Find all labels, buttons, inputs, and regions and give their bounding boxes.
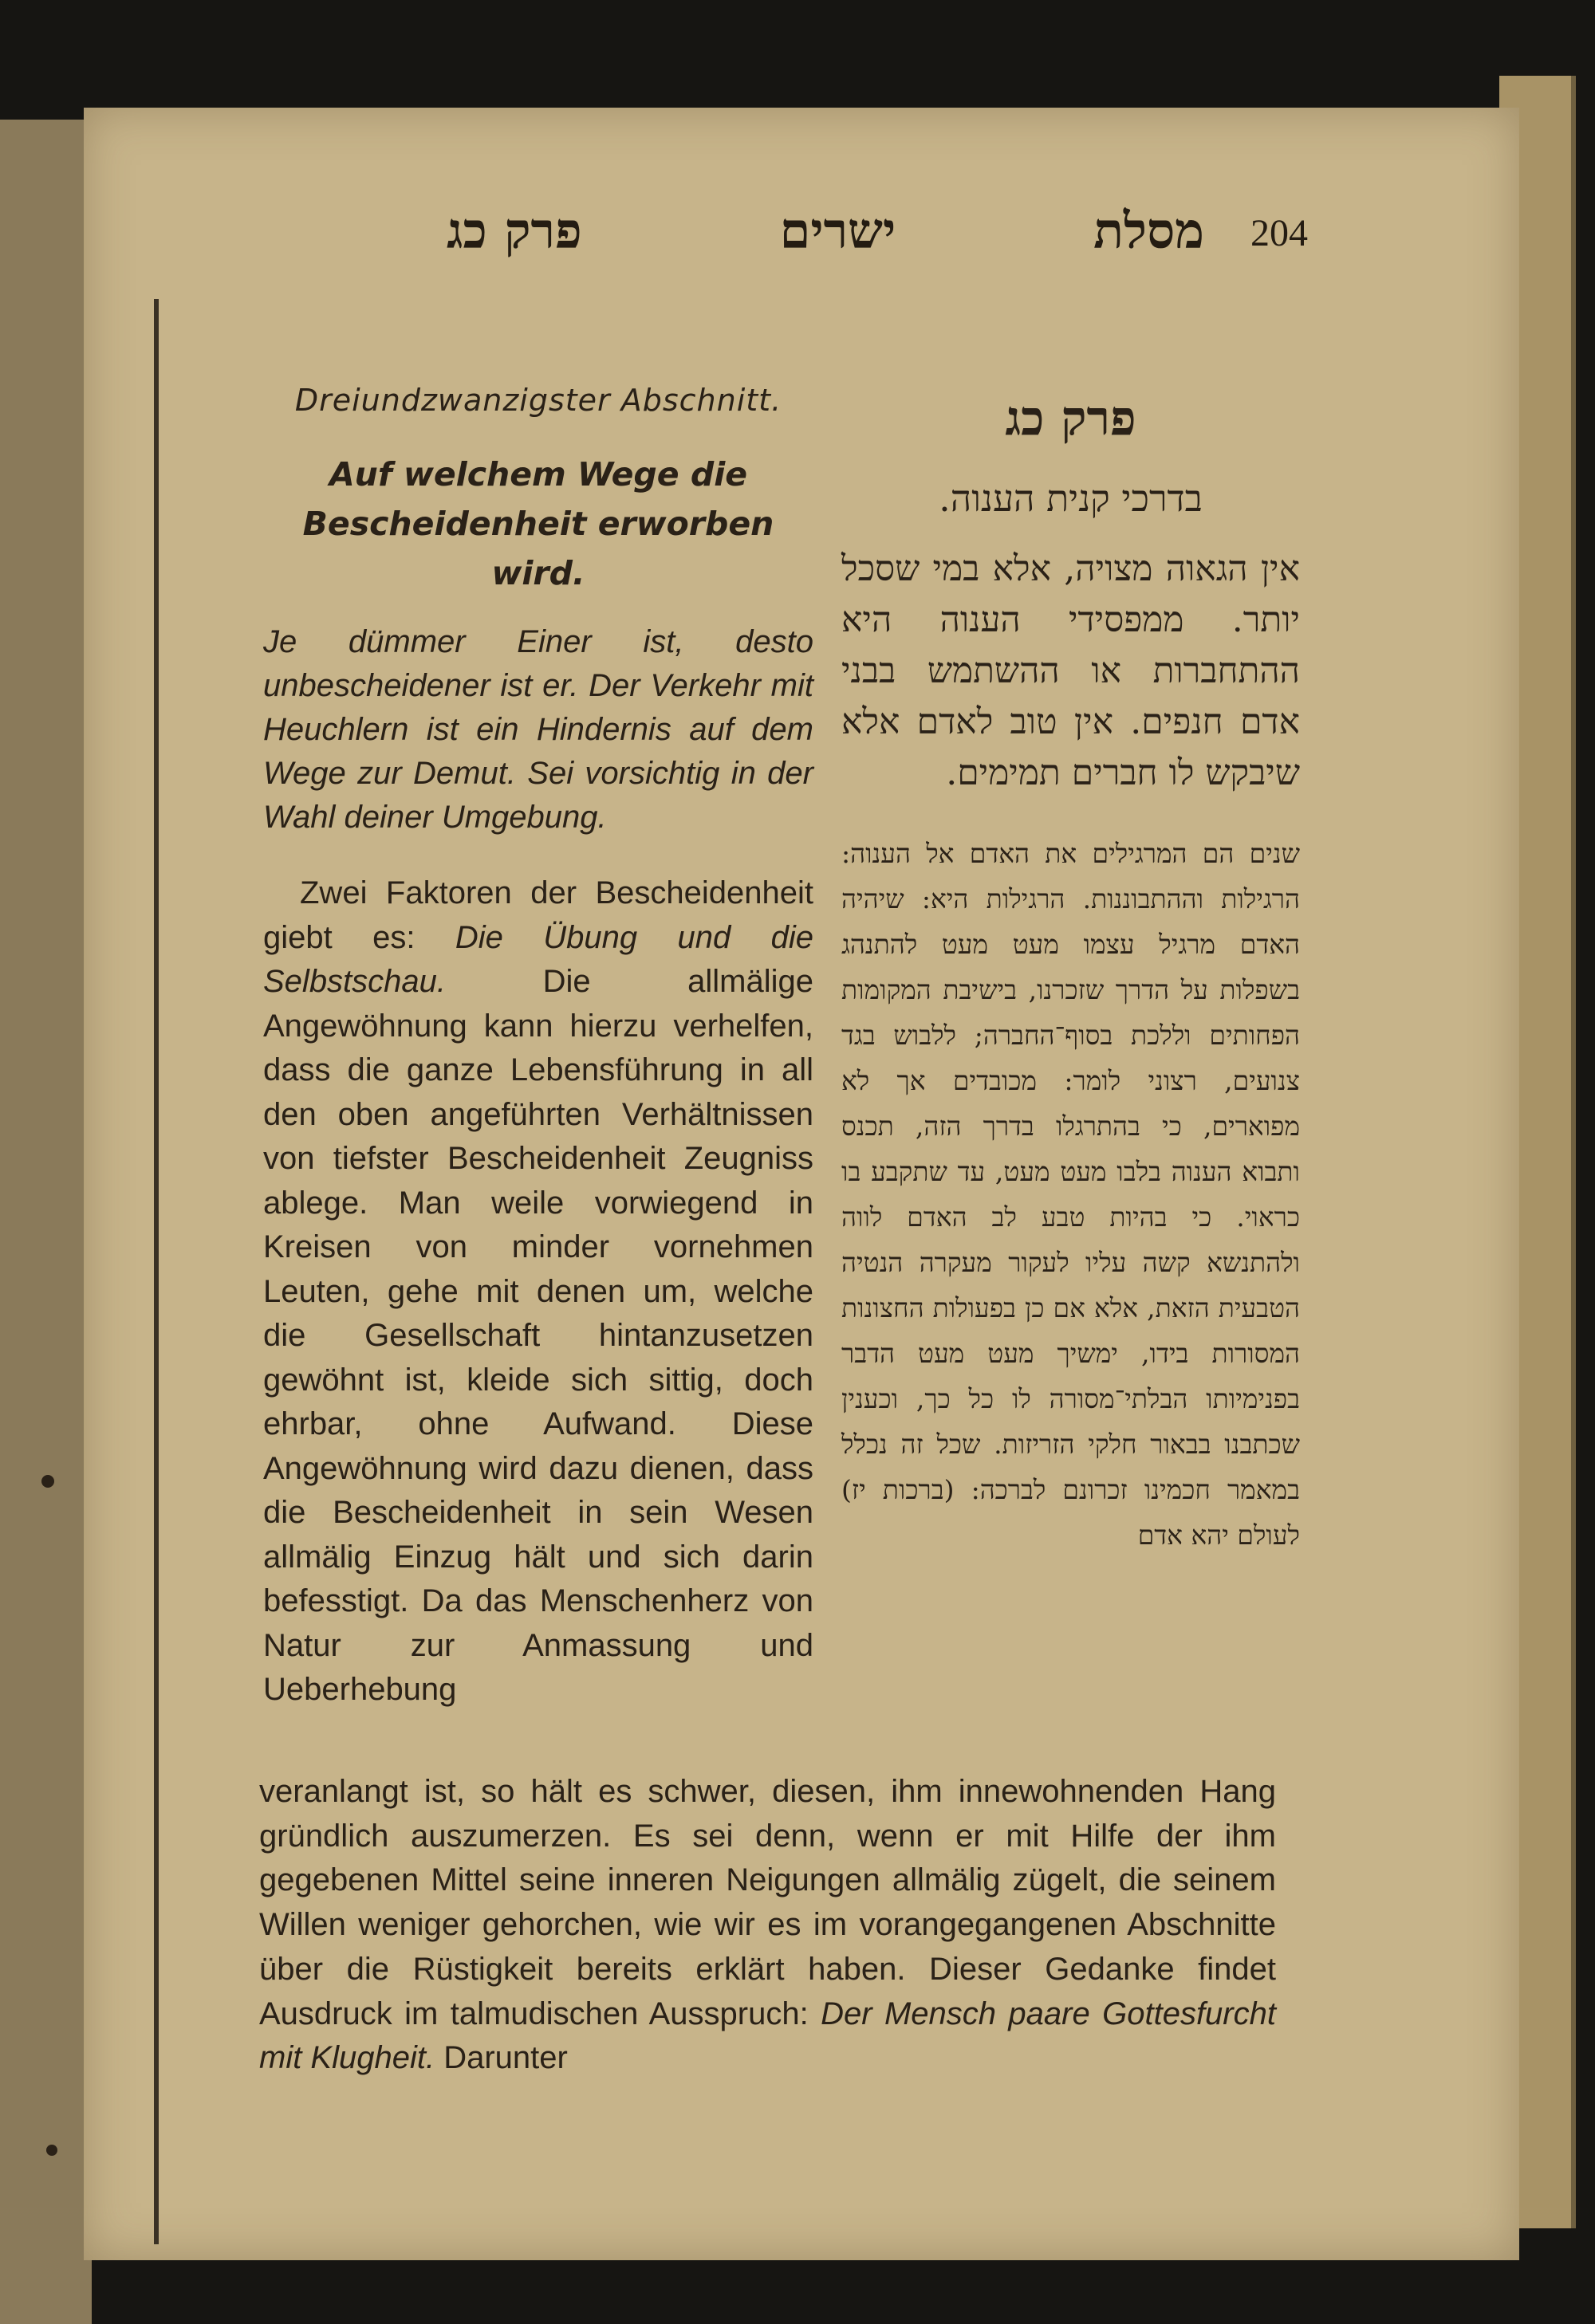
ink-spot: [41, 1475, 54, 1488]
german-subtitle: Auf welchem Wege die Bescheidenheit erworben wird.: [302, 455, 774, 592]
german-summary: Je dümmer Einer ist, desto unbescheidener ist er. Der Verkehr mit Heuchlern ist ein Hindernis auf dem Wege zur Demut. Sei vorsichtig in der Wahl deiner Umgebung.: [263, 624, 813, 835]
german-body: [263, 871, 813, 1713]
running-head-chapter: פרק כג: [447, 202, 582, 260]
continuation-text-1: veranlangt ist, so hält es schwer, diesen, ihm innewohnenden Hang gründlich auszumerzen. Es sei denn, wenn er mit Hilfe der ihm gegebenen Mittel seine inneren Neigungen allmälig zügelt, die seinem Willen weniger gehorchen, wie wir es im vorangegangenen Abschnitte über die Rüstigkeit bereits erklärt haben. Dieser Gedanke findet Ausdruck im talmudischen Ausspruch:: [259, 1774, 1276, 2031]
hebrew-chapter-title: פרק כג: [1005, 391, 1136, 446]
hebrew-heading: בדרכי קנית הענוה.: [939, 477, 1203, 520]
continuation-text-2: Darunter: [435, 2040, 568, 2076]
german-column: [263, 383, 813, 1713]
running-head: [447, 191, 1204, 271]
german-section-title: Dreiundzwanzigster Abschnitt.: [294, 383, 782, 418]
hebrew-commentary: שנים הם המרגילים את האדם אל הענוה: הרגילות וההתבוננות. הרגילות היא: שיהיה האדם מרגיל עצמו מעט מעט להתנהג בשפלות על הדרך שזכרנו, בישיבת המקומות הפחותים וללכת בסוף־החברה; ללבוש בגד צנועים, רצוני לומר: מכובדים אך לא מפוארים, כי בהתרגלו בדרך הזה, תכנס ותבוא הענוה בלבו מעט מעט, עד שתקבע בו כראוי. כי בהיות טבע לב האדם לווה ולהתנשא קשה עליו לעקור מעקרה הנטיה הטבעית הזאת, אלא אם כן בפעולות החצונות המסורות בידו, ימשיך מעט מעט הדבר בפנימיותו הבלתי־מסורה לו כל כך, וכענין שכתבנו בבאור חלקי הזריזות. שכל זה נכלל במאמר חכמינו זכרונם לברכה: (ברכות יז) לעולם יהא אדם: [841, 838, 1300, 1551]
ink-spot: [46, 2145, 57, 2156]
page-number: 204: [1250, 212, 1308, 254]
german-continuation: [259, 1770, 1276, 2081]
binding-thread: [154, 299, 159, 2244]
german-body-text-2: Die allmälige Angewöhnung kann hierzu verhelfen, dass die ganze Lebensführung in all den oben angeführten Verhältnissen von tiefster Bescheidenheit Zeugniss ablege. Man weile vorwiegend in Kreisen von minder vornehmen Leuten, gehe mit denen um, welche die Gesellschaft hintanzusetzen gewöhnt ist, kleide sich sittig, doch ehrbar, ohne Aufwand. Diese Angewöhnung wird dazu dienen, dass die Bescheidenheit in sein Wesen allmälig Einzug hält und sich darin befesstigt. Da das Menschenherz von Natur zur Anmassung und Ueberhebung: [263, 964, 813, 1707]
continuation-emphasis: Der Mensch paare Gottesfurcht mit Klugheit.: [259, 1996, 1276, 2076]
book-cover-edge: [0, 120, 92, 2324]
hebrew-main-text: אין הגאוה מצויה, אלא במי שסכל יותר. ממפסידי הענוה היא ההתחברות או ההשתמש בבני אדם חנפים. אין טוב לאדם אלא שיבקש לו חברים תמימים.: [841, 549, 1300, 793]
running-head-title-1: מסלת: [1093, 202, 1204, 260]
running-head-title-2: ישרים: [779, 202, 896, 260]
german-body-text-1: Zwei Faktoren der Bescheidenheit giebt es:: [263, 875, 813, 955]
hebrew-column: [841, 391, 1300, 1558]
german-body-emphasis: Die Übung und die Selbstschau.: [263, 919, 813, 999]
page-header: [447, 191, 1308, 271]
